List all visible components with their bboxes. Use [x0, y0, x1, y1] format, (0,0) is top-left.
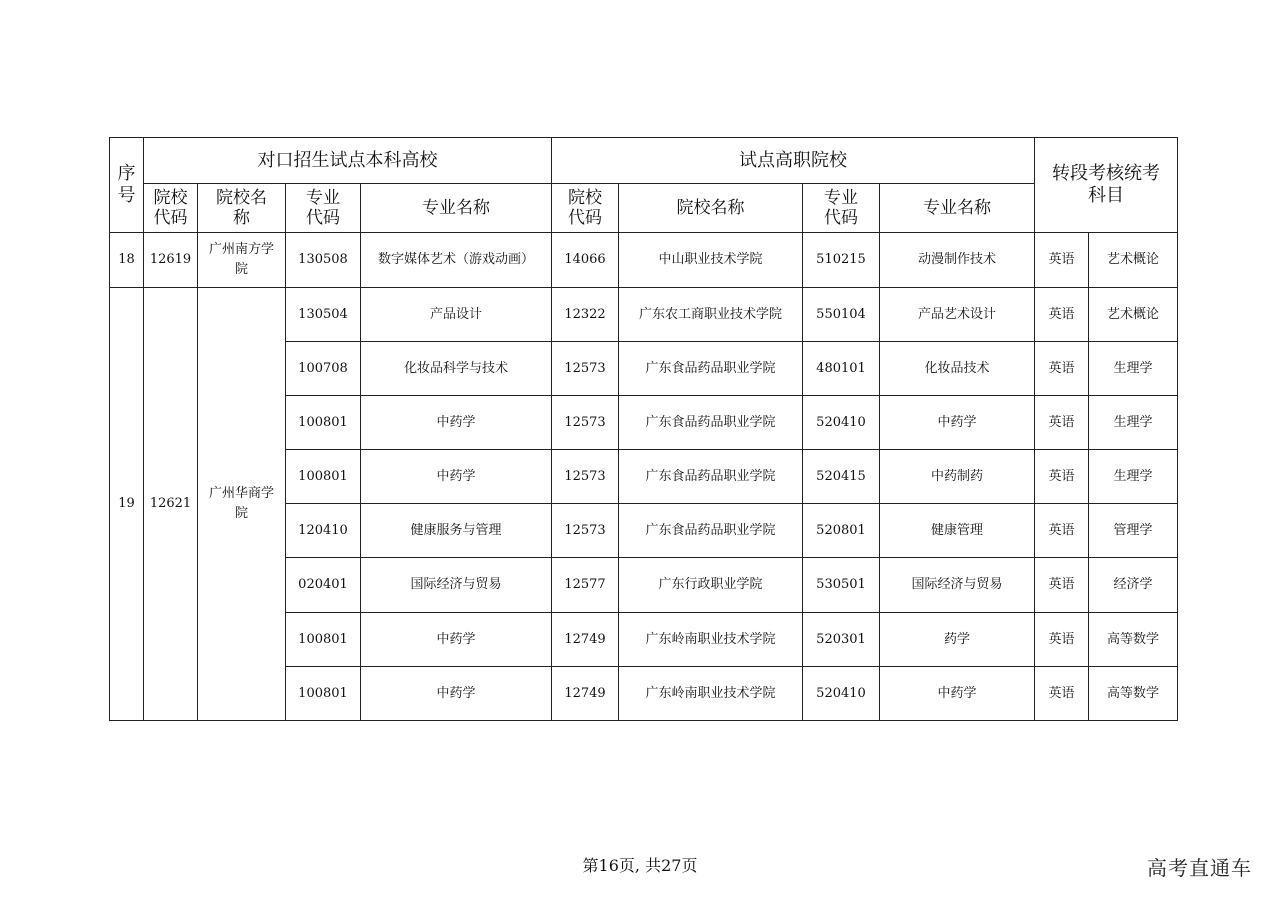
exam-subject-1-cell: 英语 [1035, 504, 1089, 558]
vc-name-cell: 广东岭南职业技术学院 [619, 667, 803, 721]
vc-name-cell: 广东食品药品职业学院 [619, 342, 803, 396]
vc-code-header: 院校 代码 [552, 184, 619, 233]
ug-major-code-cell: 100708 [286, 342, 361, 396]
vc-major-code-cell: 520415 [803, 450, 880, 504]
vc-name-cell: 广东食品药品职业学院 [619, 504, 803, 558]
ug-major-name-cell: 国际经济与贸易 [361, 558, 552, 613]
ug-major-name-cell: 中药学 [361, 613, 552, 667]
vc-major-code-cell: 520410 [803, 396, 880, 450]
ug-major-code-cell: 100801 [286, 396, 361, 450]
seq-cell: 18 [110, 233, 144, 288]
ug-major-code-cell: 100801 [286, 450, 361, 504]
watermark-text: 高考直通车 [1147, 856, 1252, 880]
vc-name-cell: 广东食品药品职业学院 [619, 450, 803, 504]
vc-code-cell: 12577 [552, 558, 619, 613]
ug-major-code-cell: 100801 [286, 667, 361, 721]
vc-code-cell: 12322 [552, 288, 619, 342]
vc-name-cell: 广东食品药品职业学院 [619, 396, 803, 450]
ug-major-code-cell: 100801 [286, 613, 361, 667]
vc-major-code-cell: 520301 [803, 613, 880, 667]
vc-major-code-cell: 510215 [803, 233, 880, 288]
vc-name-header: 院校名称 [619, 184, 803, 233]
ug-major-code-cell: 130508 [286, 233, 361, 288]
vc-major-name-cell: 健康管理 [880, 504, 1035, 558]
vc-major-name-cell: 化妆品技术 [880, 342, 1035, 396]
vc-major-name-cell: 产品艺术设计 [880, 288, 1035, 342]
ug-major-name-cell: 产品设计 [361, 288, 552, 342]
exam-subject-1-cell: 英语 [1035, 233, 1089, 288]
exam-subject-1-cell: 英语 [1035, 396, 1089, 450]
vc-major-code-cell: 530501 [803, 558, 880, 613]
vc-code-cell: 12749 [552, 667, 619, 721]
exam-subject-1-cell: 英语 [1035, 342, 1089, 396]
ug-major-name-cell: 化妆品科学与技术 [361, 342, 552, 396]
seq-header: 序 号 [110, 138, 144, 233]
exam-subject-1-cell: 英语 [1035, 450, 1089, 504]
vc-major-name-cell: 动漫制作技术 [880, 233, 1035, 288]
vc-name-cell: 广东农工商职业技术学院 [619, 288, 803, 342]
ug-name-cell: 广州南方学 院 [198, 233, 286, 288]
exam-subject-1-cell: 英语 [1035, 558, 1089, 613]
vc-major-code-cell: 520410 [803, 667, 880, 721]
exam-subject-2-cell: 高等数学 [1089, 667, 1178, 721]
ug-major-name-cell: 中药学 [361, 667, 552, 721]
exam-subject-1-cell: 英语 [1035, 613, 1089, 667]
exam-subject-2-cell: 管理学 [1089, 504, 1178, 558]
ug-name-header: 院校名 称 [198, 184, 286, 233]
vocational-group-header: 试点高职院校 [552, 138, 1035, 184]
vc-major-name-cell: 中药学 [880, 396, 1035, 450]
vc-code-cell: 12749 [552, 613, 619, 667]
vc-code-cell: 12573 [552, 342, 619, 396]
vc-major-name-cell: 国际经济与贸易 [880, 558, 1035, 613]
vc-name-cell: 广东岭南职业技术学院 [619, 613, 803, 667]
exam-subject-2-cell: 艺术概论 [1089, 233, 1178, 288]
vc-code-cell: 12573 [552, 504, 619, 558]
ug-major-code-header: 专业 代码 [286, 184, 361, 233]
ug-major-name-cell: 中药学 [361, 450, 552, 504]
vc-code-cell: 12573 [552, 396, 619, 450]
vc-major-name-cell: 中药制药 [880, 450, 1035, 504]
table-row [110, 288, 1178, 342]
exam-subject-2-cell: 经济学 [1089, 558, 1178, 613]
ug-major-code-cell: 130504 [286, 288, 361, 342]
vc-major-name-cell: 药学 [880, 613, 1035, 667]
vc-major-code-cell: 550104 [803, 288, 880, 342]
vc-name-cell: 广东行政职业学院 [619, 558, 803, 613]
ug-major-code-cell: 020401 [286, 558, 361, 613]
ug-code-cell: 12619 [144, 233, 198, 288]
vc-major-code-cell: 520801 [803, 504, 880, 558]
ug-code-cell: 12621 [144, 288, 198, 721]
page-number: 第16页, 共27页 [582, 856, 698, 875]
exam-subject-1-cell: 英语 [1035, 667, 1089, 721]
exam-group-header: 转段考核统考科目 [1035, 138, 1178, 233]
exam-subject-2-cell: 生理学 [1089, 450, 1178, 504]
ug-major-code-cell: 120410 [286, 504, 361, 558]
seq-cell: 19 [110, 288, 144, 721]
vc-name-cell: 中山职业技术学院 [619, 233, 803, 288]
ug-major-name-cell: 健康服务与管理 [361, 504, 552, 558]
vc-major-name-header: 专业名称 [880, 184, 1035, 233]
vc-major-code-cell: 480101 [803, 342, 880, 396]
exam-subject-2-cell: 生理学 [1089, 342, 1178, 396]
ug-name-cell: 广州华商学 院 [198, 288, 286, 721]
undergrad-group-header: 对口招生试点本科高校 [144, 138, 552, 184]
enrollment-table [109, 137, 1178, 721]
exam-subject-2-cell: 生理学 [1089, 396, 1178, 450]
table-row [110, 233, 1178, 288]
ug-major-name-header: 专业名称 [361, 184, 552, 233]
ug-major-name-cell: 中药学 [361, 396, 552, 450]
exam-subject-2-cell: 艺术概论 [1089, 288, 1178, 342]
vc-major-code-header: 专业 代码 [803, 184, 880, 233]
ug-major-name-cell: 数字媒体艺术（游戏动画） [361, 233, 552, 288]
exam-subject-2-cell: 高等数学 [1089, 613, 1178, 667]
exam-subject-1-cell: 英语 [1035, 288, 1089, 342]
vc-code-cell: 12573 [552, 450, 619, 504]
vc-major-name-cell: 中药学 [880, 667, 1035, 721]
vc-code-cell: 14066 [552, 233, 619, 288]
ug-code-header: 院校 代码 [144, 184, 198, 233]
